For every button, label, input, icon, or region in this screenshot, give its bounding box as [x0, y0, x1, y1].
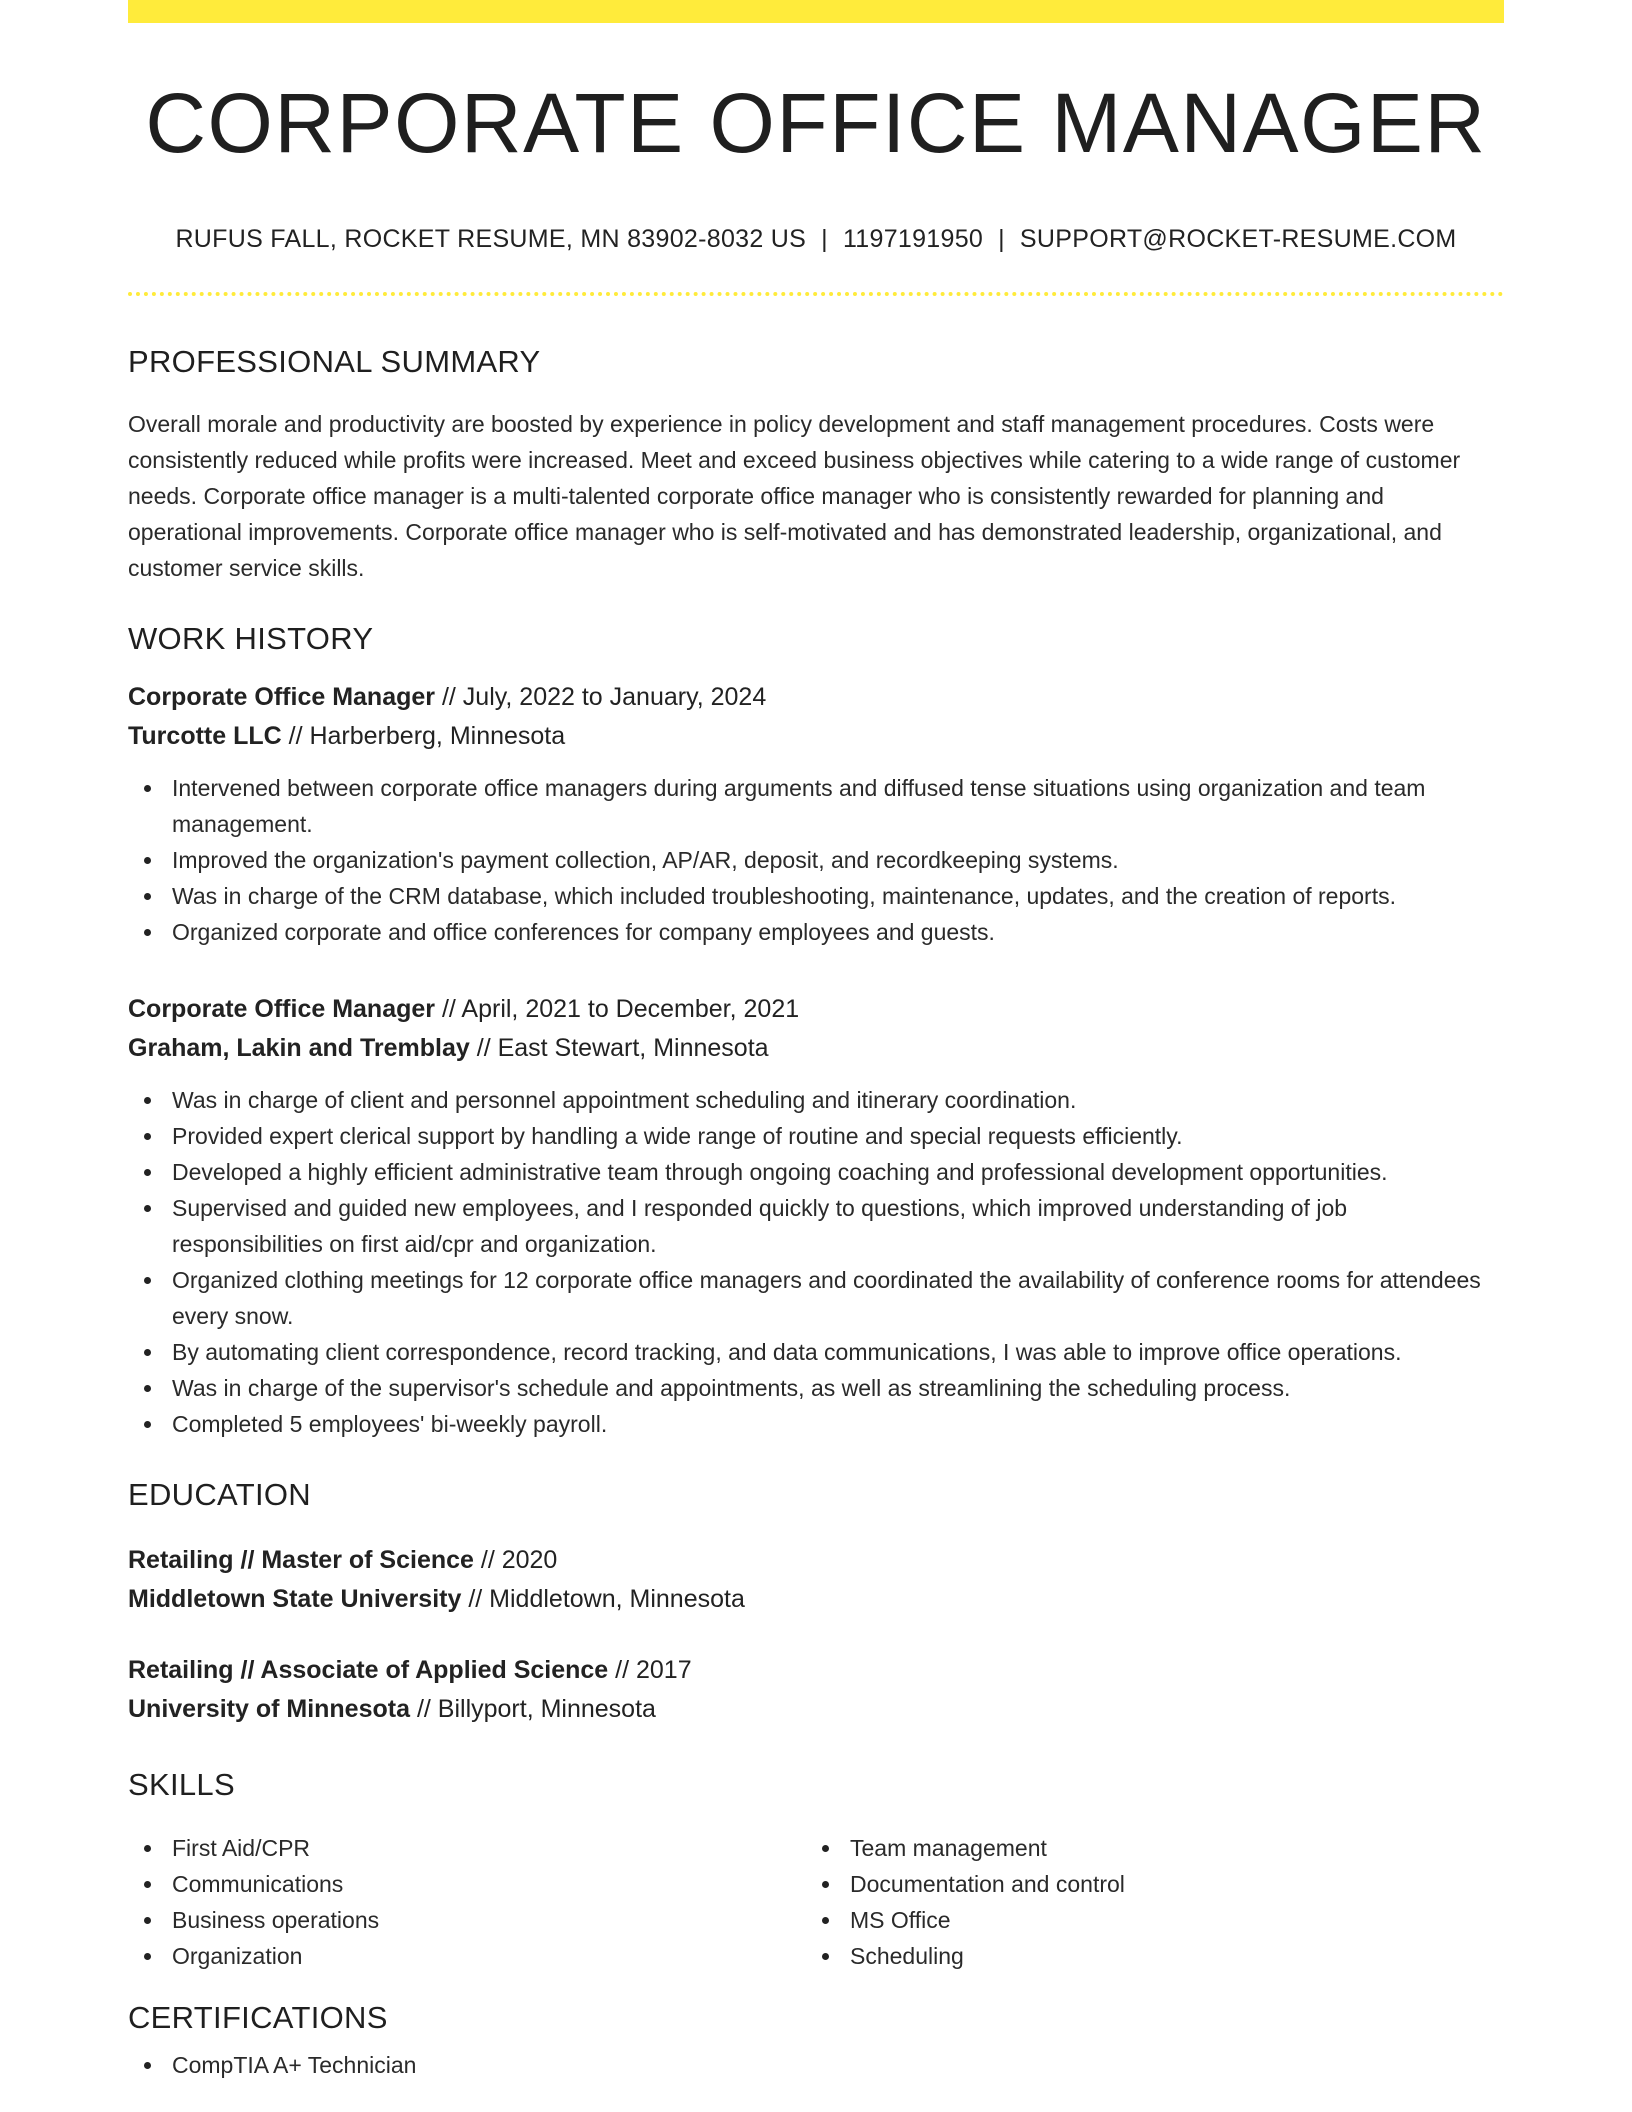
- skill-item: Communications: [128, 1866, 806, 1902]
- contact-separator: |: [821, 225, 828, 253]
- education-degree: Retailing // Associate of Applied Science: [128, 1656, 609, 1684]
- summary-heading: PROFESSIONAL SUMMARY: [128, 344, 541, 379]
- work-history-heading: WORK HISTORY: [128, 621, 374, 656]
- top-accent-bar: [128, 0, 1504, 23]
- job-location: // East Stewart, Minnesota: [469, 1034, 769, 1062]
- certification-item: CompTIA A+ Technician: [128, 2047, 1504, 2083]
- job-company: Turcotte LLC: [128, 722, 282, 750]
- job-bullets: [128, 770, 1504, 950]
- job-bullet: Supervised and guided new employees, and I responded quickly to questions, which improved understanding of job responsibilities on first aid/cpr and organization.: [128, 1190, 1504, 1262]
- skills-grid: [128, 1830, 1504, 1974]
- contact-email[interactable]: SUPPORT@ROCKET-RESUME.COM: [1019, 225, 1457, 253]
- job-bullet: Was in charge of client and personnel appointment scheduling and itinerary coordination.: [128, 1082, 1504, 1118]
- skills-column-left: [128, 1830, 806, 1974]
- skills-heading: SKILLS: [128, 1767, 235, 1802]
- education-school: Middletown State University: [128, 1585, 462, 1613]
- certifications-heading: CERTIFICATIONS: [128, 2000, 388, 2035]
- skills-column-right: [806, 1830, 1484, 1974]
- education-degree: Retailing // Master of Science: [128, 1546, 474, 1574]
- skill-item: Organization: [128, 1938, 806, 1974]
- job-role: Corporate Office Manager: [128, 995, 436, 1023]
- job-bullet: Completed 5 employees' bi-weekly payroll.: [128, 1406, 1504, 1442]
- job-bullet: Organized clothing meetings for 12 corporate office managers and coordinated the availability of conference rooms for attendees every snow.: [128, 1262, 1504, 1334]
- job-bullet: Improved the organization's payment collection, AP/AR, deposit, and recordkeeping systems.: [128, 842, 1504, 878]
- job-bullet: Provided expert clerical support by handling a wide range of routine and special requests efficiently.: [128, 1118, 1504, 1154]
- job-company-line: [128, 717, 1504, 756]
- resume-name: CORPORATE OFFICE MANAGER: [145, 76, 1487, 170]
- resume-page: [128, 0, 1504, 2083]
- education-school-line: [128, 1690, 1504, 1729]
- contact-line: [128, 227, 1504, 252]
- job-company: Graham, Lakin and Tremblay: [128, 1034, 470, 1062]
- education-location: // Billyport, Minnesota: [410, 1695, 656, 1723]
- skill-item: Documentation and control: [806, 1866, 1484, 1902]
- job-bullet: Intervened between corporate office managers during arguments and diffused tense situations using organization and team management.: [128, 770, 1504, 842]
- job-bullet: Organized corporate and office conferences for company employees and guests.: [128, 914, 1504, 950]
- job-bullet: By automating client correspondence, record tracking, and data communications, I was able to improve office operations.: [128, 1334, 1504, 1370]
- education-school-line: [128, 1580, 1504, 1619]
- education-year: // 2020: [473, 1546, 558, 1574]
- job-title-line: [128, 990, 1504, 1029]
- contact-phone[interactable]: 1197191950: [842, 225, 984, 253]
- skill-item: Business operations: [128, 1902, 806, 1938]
- job-company-line: [128, 1029, 1504, 1068]
- education-year: // 2017: [608, 1656, 692, 1684]
- job-bullet: Developed a highly efficient administrative team through ongoing coaching and professional development opportunities.: [128, 1154, 1504, 1190]
- skill-item: MS Office: [806, 1902, 1484, 1938]
- certifications-list: [128, 2047, 1504, 2083]
- job-dates: // July, 2022 to January, 2024: [435, 683, 767, 711]
- education-school: University of Minnesota: [128, 1695, 410, 1723]
- summary-text: Overall morale and productivity are boosted by experience in policy development and staff management procedures. Costs were consistently reduced while profits were increased. Meet and exceed business objectives while catering to a wide range of customer needs. Corporate office manager is a multi-talented corporate office manager who is consistently rewarded for planning and operational improvements. Corporate office manager who is self-motivated and has demonstrated leadership, organizational, and customer service skills.: [128, 411, 1461, 581]
- contact-address: RUFUS FALL, ROCKET RESUME, MN 83902-8032 US: [175, 225, 807, 253]
- header-divider: [128, 292, 1504, 296]
- contact-separator: |: [998, 225, 1005, 253]
- job-dates: // April, 2021 to December, 2021: [435, 995, 800, 1023]
- job-bullet: Was in charge of the supervisor's schedule and appointments, as well as streamlining the scheduling process.: [128, 1370, 1504, 1406]
- job-bullet: Was in charge of the CRM database, which included troubleshooting, maintenance, updates, and the creation of reports.: [128, 878, 1504, 914]
- education-degree-line: [128, 1541, 1504, 1580]
- skill-item: First Aid/CPR: [128, 1830, 806, 1866]
- education-heading: EDUCATION: [128, 1477, 311, 1512]
- skill-item: Team management: [806, 1830, 1484, 1866]
- education-degree-line: [128, 1651, 1504, 1690]
- skill-item: Scheduling: [806, 1938, 1484, 1974]
- job-title-line: [128, 678, 1504, 717]
- education-location: // Middletown, Minnesota: [461, 1585, 745, 1613]
- job-location: // Harberberg, Minnesota: [281, 722, 566, 750]
- job-role: Corporate Office Manager: [128, 683, 436, 711]
- job-bullets: [128, 1082, 1504, 1442]
